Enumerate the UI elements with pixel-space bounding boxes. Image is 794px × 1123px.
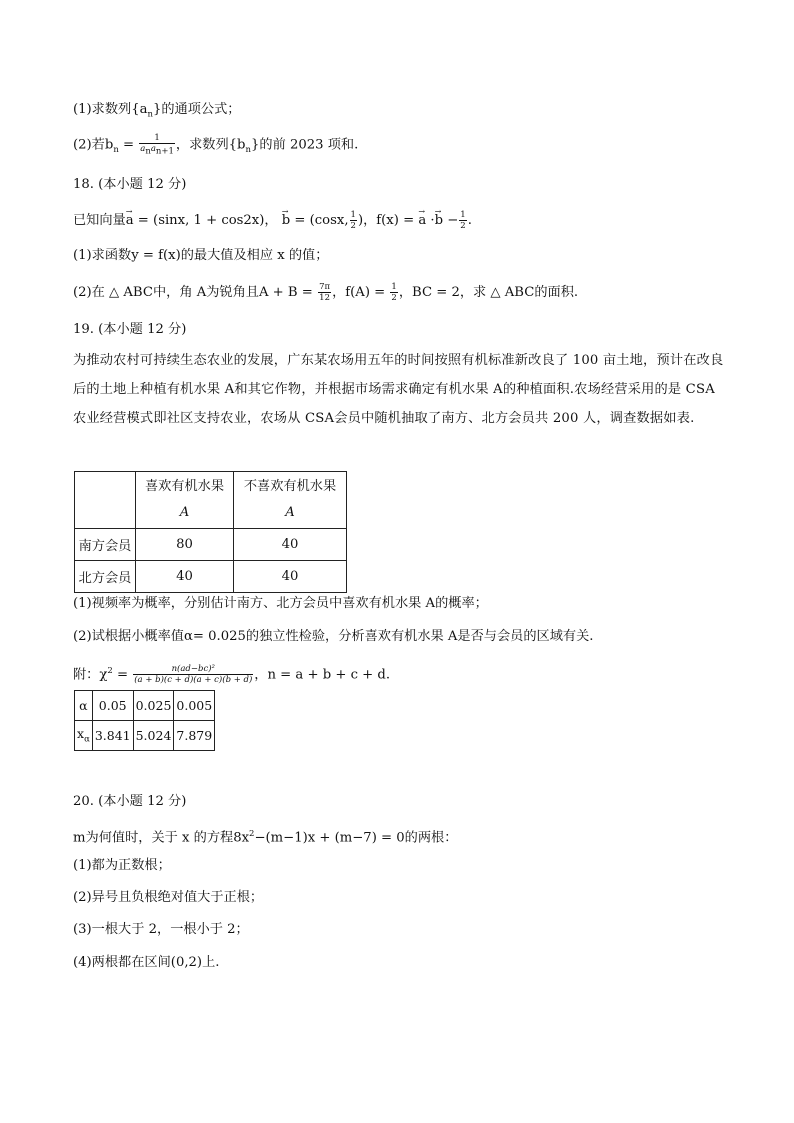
x-value: 3.841: [92, 721, 133, 751]
q19-survey-table: [74, 471, 347, 593]
q18-given: 已知向量→ a = (sinx, 1 + cos2x)， → b = (cosx, $\frac{1}{2}$ )，f(x) = → a ·→ b − $\frac{1}{2}$ .: [73, 210, 472, 231]
x-label: $x_\alpha$: [75, 721, 93, 751]
table-cell: 40: [234, 561, 347, 593]
table-cell: 80: [136, 529, 234, 561]
q19-appendix: 附：$\chi^2$ = $\frac{\text{n(ad−bc)²}}{(a + b)(c + d)(a + c)(b + d)}$ ，n = a + b + c + d.: [73, 664, 391, 686]
table-corner: [75, 472, 136, 529]
table-row-label: 南方会员: [75, 529, 136, 561]
q19-part2: (2)试根据小概率值α= 0.025的独立性检验，分析喜欢有机水果 A是否与会员的区域有关.: [73, 629, 594, 644]
q19-part1: (1)视频率为概率，分别估计南方、北方会员中喜欢有机水果 A的概率；: [73, 596, 488, 611]
alpha-label: α: [75, 691, 93, 721]
table-header-like: 喜欢有机水果 A: [136, 472, 234, 529]
table-header-dislike: 不喜欢有机水果 A: [234, 472, 347, 529]
q18-part2: (2)在 △ ABC中，角 A为锐角且A + B = $\frac{7\pi}{12}$ ，f(A) = $\frac{1}{2}$ ，BC = 2，求 △ ABC的面积.: [73, 282, 579, 303]
q20-header: 20. (本小题 12 分): [73, 794, 187, 809]
q17-fraction: $\frac{1}{a_na_{n+1}}$: [140, 133, 174, 157]
q20-part2: (2)异号且负根绝对值大于正根；: [73, 890, 264, 905]
q18-part1: (1)求函数y = f(x)的最大值及相应 x 的值；: [73, 248, 329, 263]
q20-part4: (4)两根都在区间(0,2)上.: [73, 955, 220, 970]
alpha-value: 0.005: [174, 691, 215, 721]
q18-header: 18. (本小题 12 分): [73, 177, 187, 192]
q19-critical-value-table: [74, 690, 215, 751]
q17-part1: (1)求数列$\{a_n\}$的通项公式；: [73, 102, 241, 120]
x-value: 7.879: [174, 721, 215, 751]
q20-intro: m为何值时，关于 x 的方程$8x^2-(m-1)x + (m-7) = 0$的两根：: [73, 829, 458, 846]
q20-part3: (3)一根大于 2，一根小于 2；: [73, 922, 249, 937]
q19-header: 19. (本小题 12 分): [73, 322, 187, 337]
x-value: 5.024: [133, 721, 174, 751]
q20-part1: (1)都为正数根；: [73, 858, 171, 873]
table-cell: 40: [136, 561, 234, 593]
q17-part2: (2)若$b_n$ = $\frac{1}{a_na_{n+1}}$ ，求数列$\{b_n\}$的前 2023 项和.: [73, 133, 359, 157]
alpha-value: 0.025: [133, 691, 174, 721]
alpha-value: 0.05: [92, 691, 133, 721]
table-cell: 40: [234, 529, 347, 561]
q19-intro: 为推动农村可持续生态农业的发展，广东某农场用五年的时间按照有机标准新改良了 100 亩土地，预计在改良后的土地上种植有机水果 A和其它作物，并根据市场需求确定有机水果 A的种植面积.农场经营采用的是 CSA农业经营模式即社区支持农业，农场从 CSA会员中随机抽取了南方、北方会员共 200 人，调查数据如表.: [73, 353, 724, 426]
table-row-label: 北方会员: [75, 561, 136, 593]
